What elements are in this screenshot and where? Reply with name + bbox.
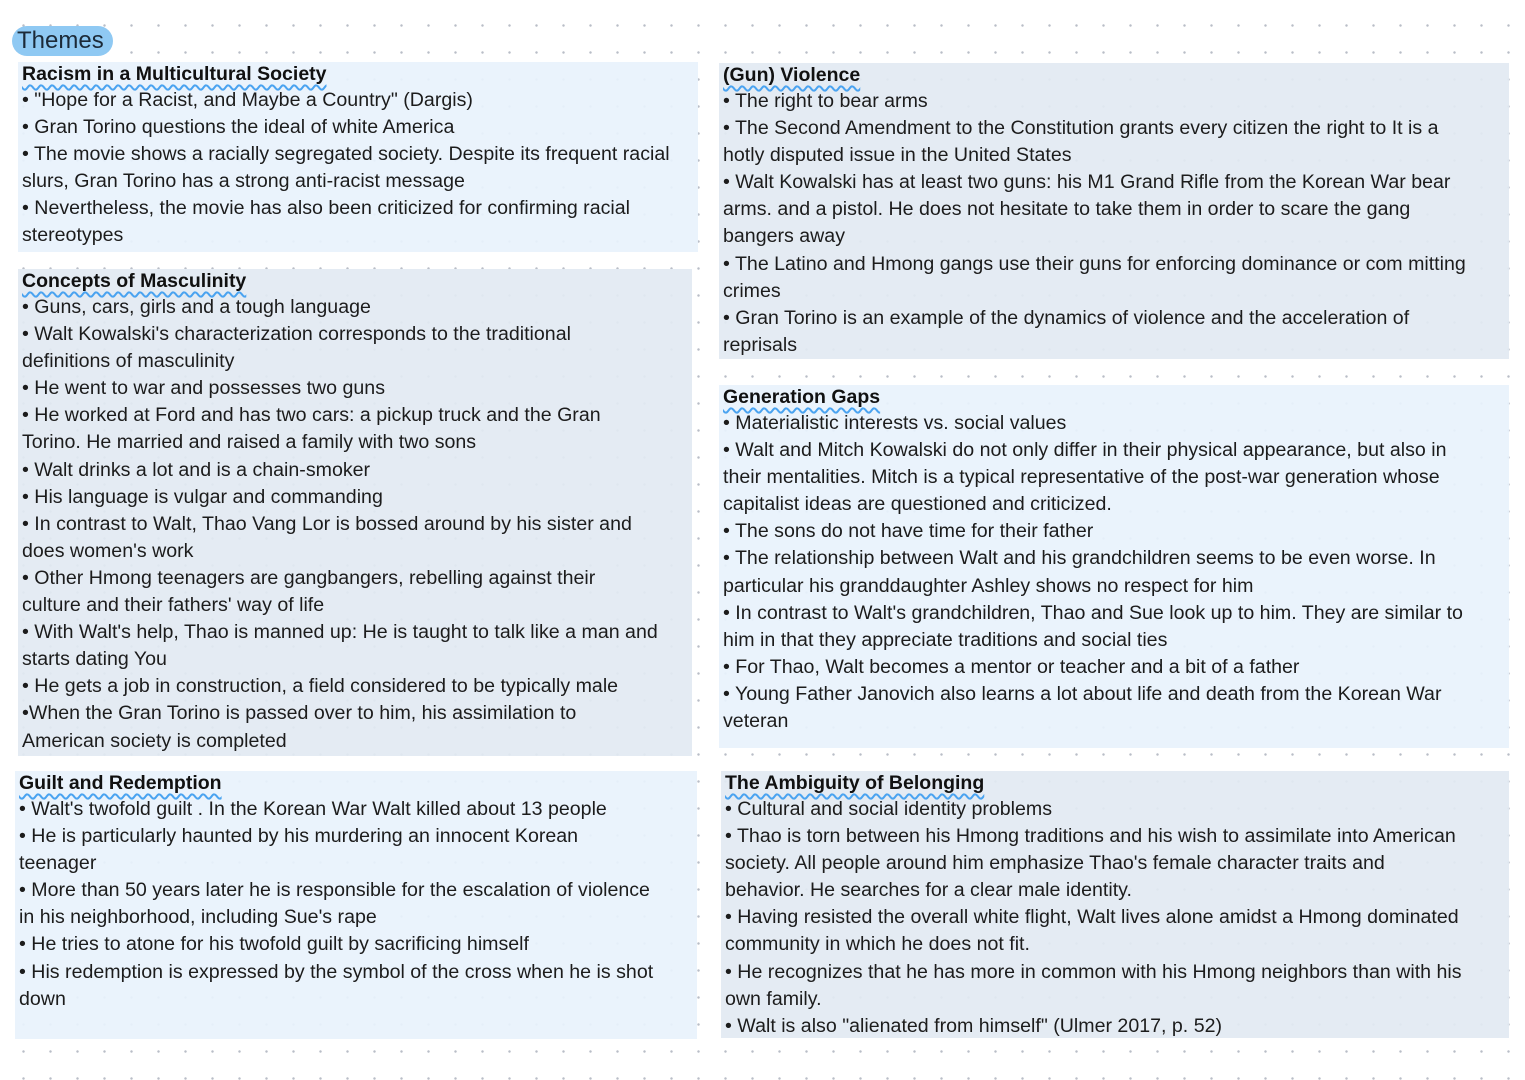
section-body-belonging [725, 796, 1505, 1040]
body-line: reprisals [723, 333, 798, 356]
body-line: • Walt drinks a lot and is a chain-smoker [22, 458, 371, 481]
body-line: • Thao is torn between his Hmong traditions and his wish to assimilate into American [725, 825, 1456, 848]
body-line: hotly disputed issue in the United States [723, 144, 1072, 167]
body-line: • The relationship between Walt and his grandchildren seems to be even worse. In [723, 547, 1436, 570]
body-line: • The movie shows a racially segregated society. Despite its frequent racial [22, 143, 670, 166]
body-line: • Materialistic interests vs. social values [723, 412, 1067, 434]
body-line: community in which he does not fit. [725, 933, 1030, 956]
body-line: • Walt Kowalski has at least two guns: his M1 Grand Rifle from the Korean War bear [723, 171, 1451, 194]
section-guilt [15, 771, 697, 1039]
section-title-masculinity: Concepts of Masculinity [22, 270, 247, 292]
body-line: • The sons do not have time for their father [723, 520, 1094, 543]
body-line: behavior. He searches for a clear male identity. [725, 879, 1132, 902]
body-line: slurs, Gran Torino has a strong anti-racist message [22, 170, 465, 193]
body-line: • For Thao, Walt becomes a mentor or teacher and a bit of a father [723, 655, 1300, 678]
body-line: society. All people around him emphasize Thao's female character traits and [725, 852, 1385, 875]
body-line: teenager [19, 852, 97, 875]
body-line: • "Hope for a Racist, and Maybe a Country" (Dargis) [22, 89, 473, 111]
body-line: culture and their fathers' way of life [22, 594, 325, 617]
section-violence [719, 63, 1509, 359]
body-line: crimes [723, 279, 781, 302]
body-line: in his neighborhood, including Sue's rape [19, 906, 377, 929]
section-body-guilt [19, 796, 693, 1013]
body-line: • He is particularly haunted by his murdering an innocent Korean [19, 825, 579, 848]
body-line: does women's work [22, 539, 194, 562]
body-line: • Walt and Mitch Kowalski do not only differ in their physical appearance, but also in [723, 439, 1447, 462]
body-line: • In contrast to Walt, Thao Vang Lor is bossed around by his sister and [22, 512, 632, 535]
body-line: • His redemption is expressed by the symbol of the cross when he is shot [19, 960, 654, 983]
body-line: • He recognizes that he has more in common with his Hmong neighbors than with his [725, 960, 1462, 983]
body-line: bangers away [723, 225, 845, 248]
body-line: definitions of masculinity [22, 350, 235, 373]
body-line: Torino. He married and raised a family with two sons [22, 431, 477, 454]
body-line: • Young Father Janovich also learns a lot about life and death from the Korean War [723, 682, 1442, 705]
body-line: • The Second Amendment to the Constitution grants every citizen the right to It is a [723, 117, 1439, 140]
body-line: • Guns, cars, girls and a tough language [22, 296, 371, 318]
page-title: Themes [12, 26, 113, 56]
section-body-violence [723, 88, 1505, 359]
body-line: • Other Hmong teenagers are gangbangers, rebelling against their [22, 566, 596, 589]
body-line: down [19, 987, 66, 1010]
section-body-generation [723, 410, 1505, 735]
body-line: • Walt is also "alienated from himself" (Ulmer 2017, p. 52) [725, 1014, 1223, 1037]
body-line: him in that they appreciate traditions and social ties [723, 628, 1168, 651]
body-line: • More than 50 years later he is responsible for the escalation of violence [19, 879, 650, 902]
body-line: • He worked at Ford and has two cars: a pickup truck and the Gran [22, 404, 601, 427]
body-line: • The right to bear arms [723, 90, 928, 112]
section-title-violence: (Gun) Violence [723, 64, 861, 86]
section-belonging [721, 771, 1509, 1038]
section-title-guilt: Guilt and Redemption [19, 772, 222, 794]
body-line: • Cultural and social identity problems [725, 798, 1053, 820]
body-line: • Nevertheless, the movie has also been criticized for confirming racial [22, 197, 630, 220]
body-line: stereotypes [22, 224, 124, 247]
body-line: particular his granddaughter Ashley shows no respect for him [723, 574, 1254, 597]
body-line: • Gran Torino is an example of the dynamics of violence and the acceleration of [723, 306, 1410, 329]
section-title-generation: Generation Gaps [723, 386, 881, 408]
body-line: American society is completed [22, 729, 287, 752]
body-line: • Walt Kowalski's characterization corresponds to the traditional [22, 323, 571, 346]
body-line: • He went to war and possesses two guns [22, 377, 386, 400]
section-masculinity [18, 269, 692, 756]
section-body-masculinity [22, 294, 688, 755]
body-line: • Having resisted the overall white flight, Walt lives alone amidst a Hmong dominated [725, 906, 1459, 929]
body-line: their mentalities. Mitch is a typical representative of the post-war generation whose [723, 466, 1440, 489]
section-racism [18, 62, 698, 252]
body-line: • In contrast to Walt's grandchildren, Thao and Sue look up to him. They are similar to [723, 601, 1463, 624]
body-line: • Walt's twofold guilt . In the Korean War Walt killed about 13 people [19, 798, 607, 820]
section-title-belonging: The Ambiguity of Belonging [725, 772, 985, 794]
body-line: • He tries to atone for his twofold guilt by sacrificing himself [19, 933, 529, 956]
section-generation [719, 385, 1509, 748]
body-line: • He gets a job in construction, a field considered to be typically male [22, 675, 619, 698]
body-line: capitalist ideas are questioned and criticized. [723, 493, 1112, 516]
body-line: veteran [723, 710, 789, 733]
body-line: • The Latino and Hmong gangs use their guns for enforcing dominance or com mitting [723, 252, 1466, 275]
body-line: •When the Gran Torino is passed over to him, his assimilation to [22, 702, 577, 725]
body-line: starts dating You [22, 648, 167, 671]
body-line: own family. [725, 987, 822, 1010]
body-line: arms. and a pistol. He does not hesitate to take them in order to scare the gang [723, 198, 1411, 221]
section-title-racism: Racism in a Multicultural Society [22, 63, 327, 85]
body-line: • Gran Torino questions the ideal of white America [22, 116, 455, 139]
section-body-racism [22, 87, 694, 250]
body-line: • With Walt's help, Thao is manned up: He is taught to talk like a man and [22, 621, 658, 644]
body-line: • His language is vulgar and commanding [22, 485, 383, 508]
